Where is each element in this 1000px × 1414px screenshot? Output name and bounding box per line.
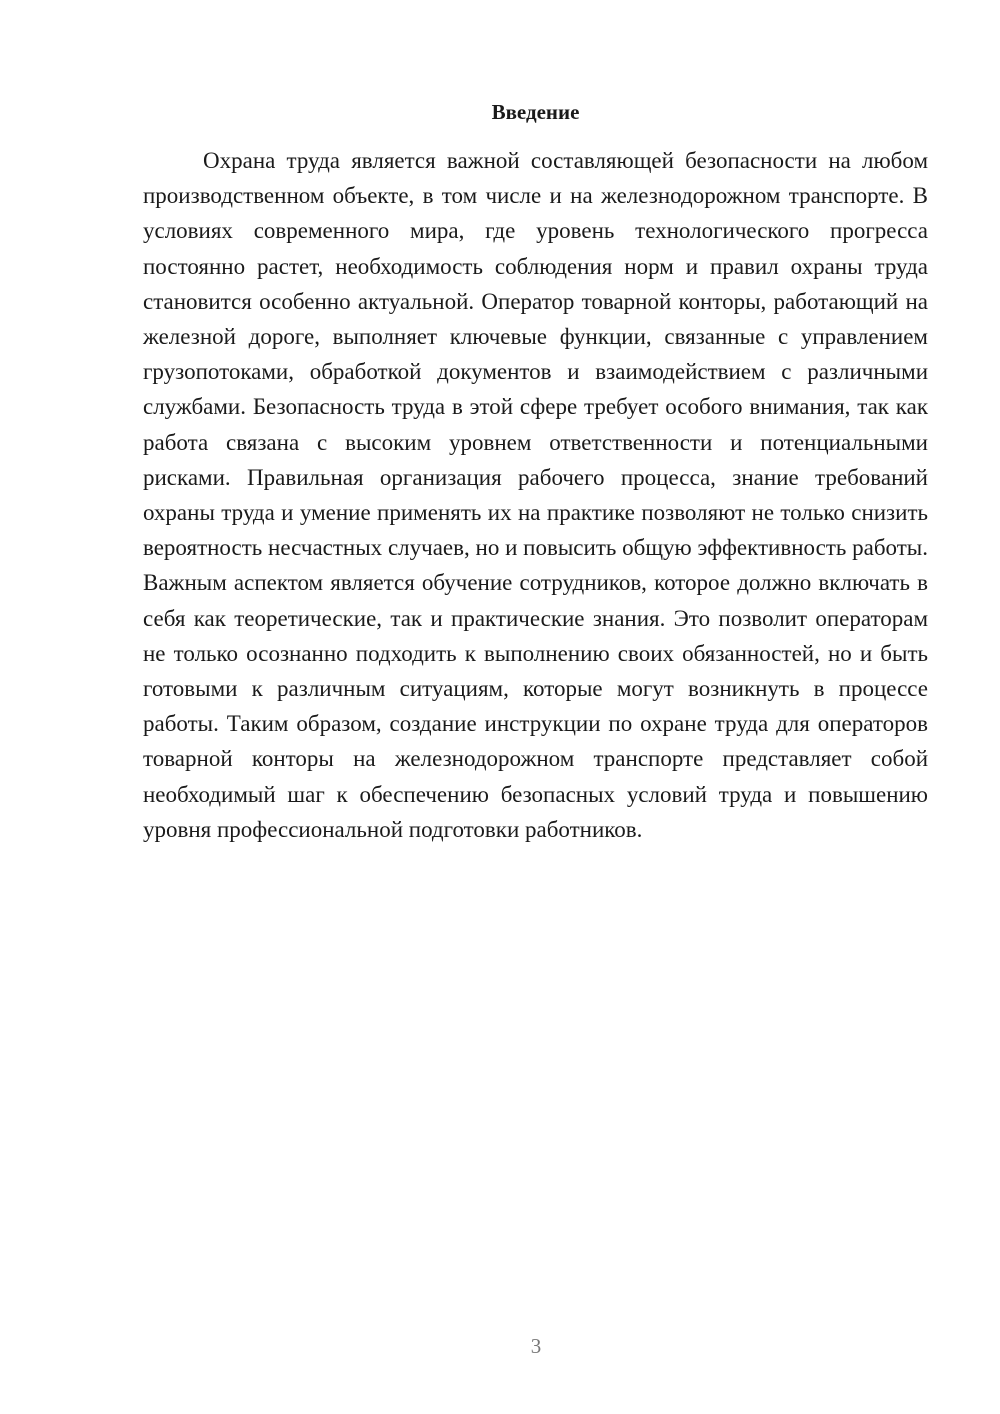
- introduction-paragraph: Охрана труда является важной составляющей безопасности на любом производственном объекте, в том числе и на железнодорожном транспорте. В условиях современного мира, где уровень технологического прогресса постоянно растет, необходимость соблюдения норм и правил охраны труда становится особенно актуальной. Оператор товарной конторы, работающий на железной дороге, выполняет ключевые функции, связанные с управлением грузопотоками, обработкой документов и взаимодействием с различными службами. Безопасность труда в этой сфере требует особого внимания, так как работа связана с высоким уровнем ответственности и потенциальными рисками. Правильная организация рабочего процесса, знание требований охраны труда и умение применять их на практике позволяют не только снизить вероятность несчастных случаев, но и повысить общую эффективность работы. Важным аспектом является обучение сотрудников, которое должно включать в себя как теоретические, так и практические знания. Это позволит операторам не только осознанно подходить к выполнению своих обязанностей, но и быть готовыми к различным ситуациям, которые могут возникнуть в процессе работы. Таким образом, создание инструкции по охране труда для операторов товарной конторы на железнодорожном транспорте представляет собой необходимый шаг к обеспечению безопасных условий труда и повышению уровня профессиональной подготовки работников.: [143, 148, 928, 842]
- section-heading: Введение: [491, 100, 580, 124]
- page-number: 3: [530, 1334, 542, 1358]
